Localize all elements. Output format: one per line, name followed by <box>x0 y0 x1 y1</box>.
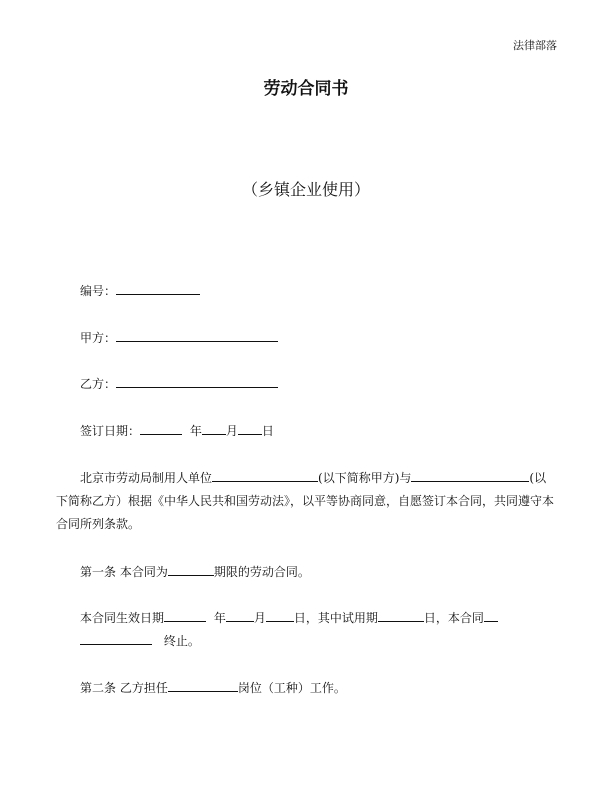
sign-date-row <box>80 422 274 439</box>
header-brand: 法律部落 <box>513 39 557 52</box>
preamble-text-a: 北京市劳动局制用人单位 <box>80 471 213 485</box>
end-date-blank-a[interactable] <box>484 609 498 622</box>
trial-period-blank[interactable] <box>378 609 424 622</box>
contract-term-blank[interactable] <box>168 563 214 576</box>
effective-end-label: 终止。 <box>163 634 200 648</box>
number-label: 编号： <box>80 284 117 298</box>
article-1-text-b: 期限的劳动合同。 <box>213 565 310 579</box>
sign-year-blank[interactable] <box>140 422 182 435</box>
end-date-blank-b[interactable] <box>80 632 152 645</box>
sign-day-label: 日 <box>261 424 274 438</box>
preamble-text-b: (以下简称甲方)与 <box>318 471 412 485</box>
preamble-line-3: 合同所列条款。 <box>56 517 141 531</box>
sign-month-blank[interactable] <box>202 422 226 435</box>
position-blank[interactable] <box>168 679 238 692</box>
sign-day-blank[interactable] <box>238 422 262 435</box>
article-1-text-a: 第一条 本合同为 <box>80 565 168 579</box>
preamble-line-2: 下简称乙方）根据《中华人民共和国劳动法》，以平等协商同意，自愿签订本合同，共同遵守本 <box>56 494 555 508</box>
party-b-blank[interactable] <box>116 375 278 388</box>
effective-line-1 <box>80 609 498 626</box>
party-b-row <box>80 375 278 392</box>
sign-month-label: 月 <box>225 424 238 438</box>
effective-month-blank[interactable] <box>226 609 254 622</box>
party-a-blank[interactable] <box>116 329 278 342</box>
party-a-row <box>80 329 278 346</box>
sign-date-label: 签订日期： <box>80 424 141 438</box>
employee-blank[interactable] <box>411 469 529 482</box>
sign-year-label: 年 <box>189 424 202 438</box>
effective-trial-text: 日，其中试用期 <box>293 611 378 625</box>
effective-end-text: 日，本合同 <box>423 611 484 625</box>
party-b-label: 乙方： <box>80 377 117 391</box>
effective-line-2 <box>80 632 200 649</box>
preamble-line-1 <box>80 469 546 486</box>
number-row <box>80 282 200 299</box>
number-blank[interactable] <box>116 282 200 295</box>
effective-day-blank[interactable] <box>266 609 294 622</box>
document-title: 劳动合同书 <box>263 79 349 99</box>
effective-month-label: 月 <box>253 611 266 625</box>
article-2-text-b: 岗位（工种）工作。 <box>237 681 346 695</box>
preamble-text-c: (以 <box>529 471 547 485</box>
employer-blank[interactable] <box>212 469 318 482</box>
effective-year-blank[interactable] <box>164 609 206 622</box>
article-1 <box>80 563 310 580</box>
article-2-text-a: 第二条 乙方担任 <box>80 681 168 695</box>
effective-year-label: 年 <box>213 611 226 625</box>
effective-text: 本合同生效日期 <box>80 611 165 625</box>
document-subtitle: （乡镇企业使用） <box>241 180 370 199</box>
article-2 <box>80 679 346 696</box>
party-a-label: 甲方： <box>80 331 117 345</box>
